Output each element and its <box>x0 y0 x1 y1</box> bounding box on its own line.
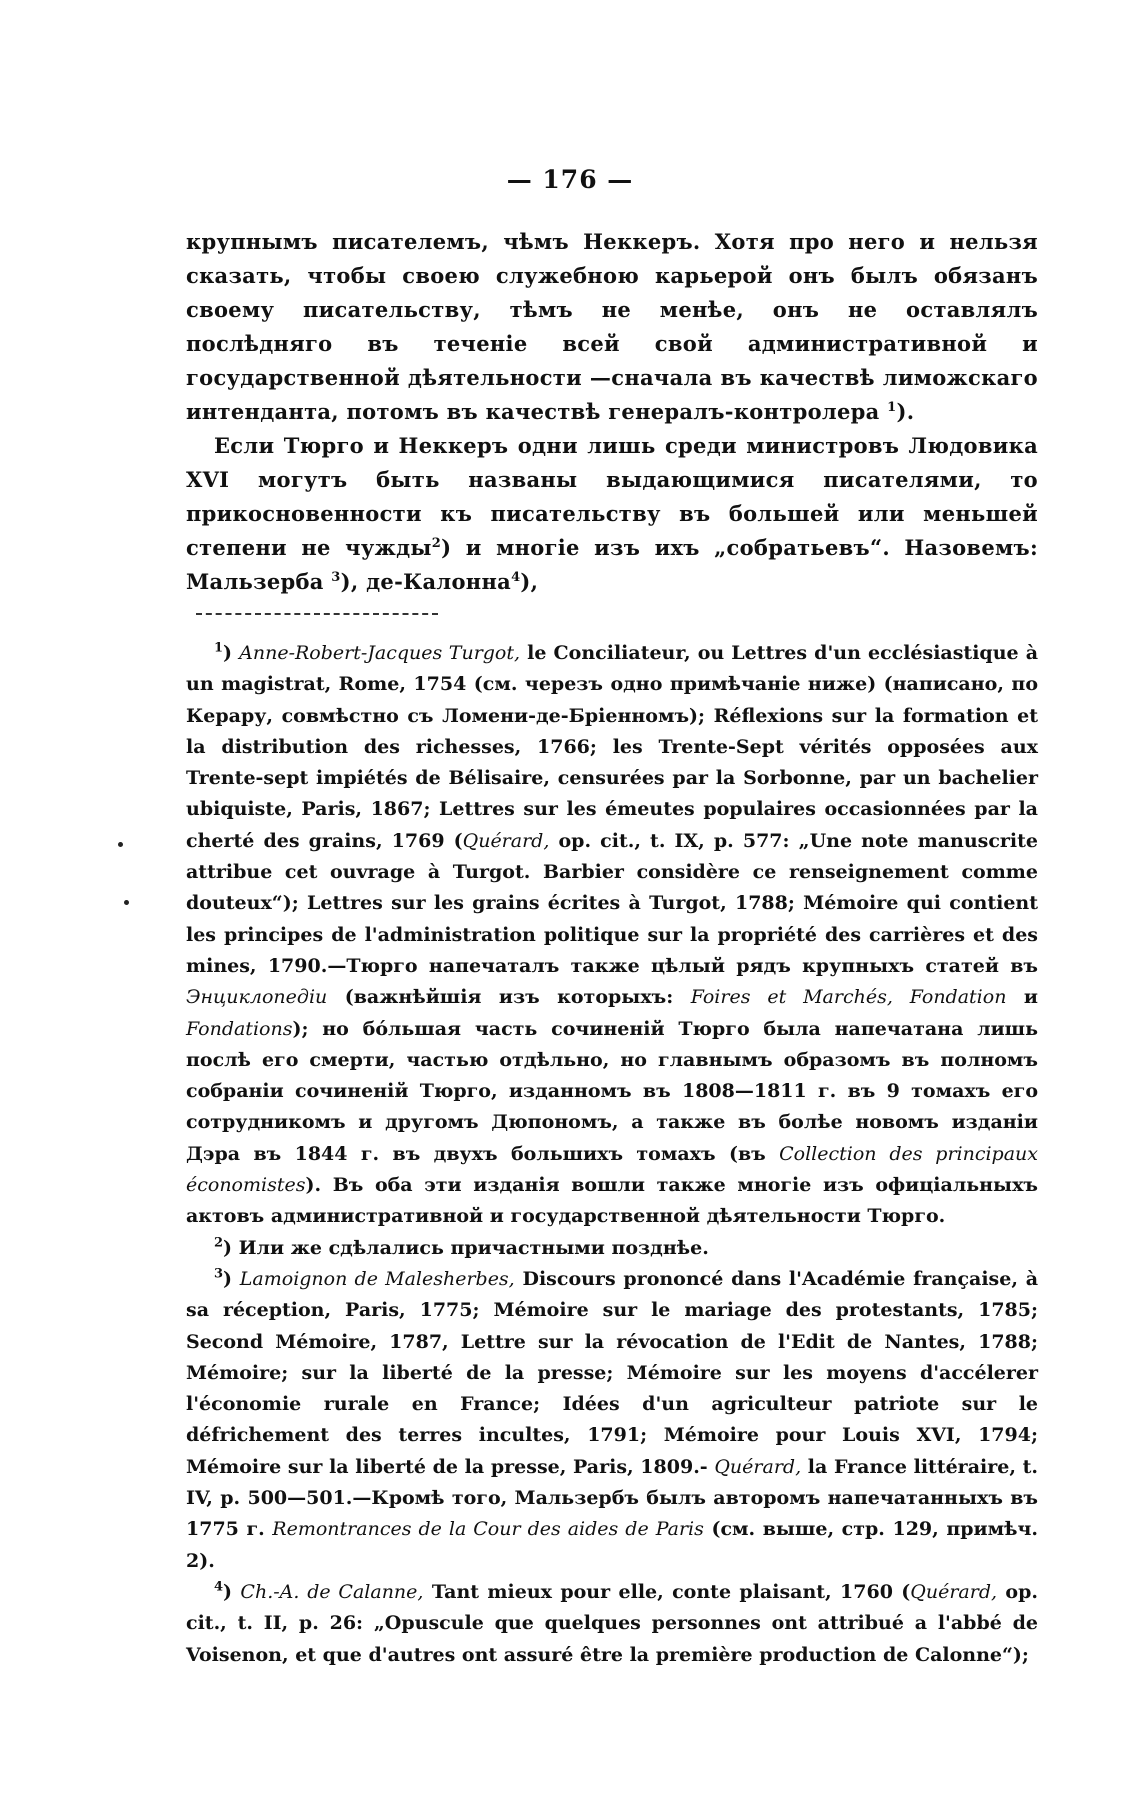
italic-text: Collection des principaux économistes <box>186 1142 1039 1197</box>
stray-mark <box>124 900 129 905</box>
text-run: le Conciliateur, ou Lettres d'un ecclésiastique à un magistrat, Rome, 1754 (см. черезъ одно примѣчаніе ниже) (написано, по Кераpу, совмѣстно съ Ломени-де-Бріенномъ); Réflexions sur la formation et la distribution des richesses, 1766; les Trente-Sept vérités opposées aux Trente-sept impiétés de Bélisaire, censurées par la Sorbonne, par un bachelier ubiquiste, Paris, 1867; Lettres sur les émeutes populaires occasionnées par la cherté des grains, 1769 ( <box>186 642 1039 852</box>
italic-text: Энциклопедіи <box>186 986 328 1009</box>
italic-text: Anne-Robert-Jacques Turgot, <box>239 642 521 664</box>
italic-text: Remontrances de la Cour des aides de Paris <box>272 1518 704 1541</box>
footnote-marker: 1 <box>214 640 224 656</box>
footnote-marker: 3 <box>331 570 341 585</box>
text-run: ) <box>223 1267 240 1290</box>
text-run: la France littéraire, t. IV, p. 500—501.—Кромѣ того, Мальзербъ былъ авторомъ напечатанныхъ въ 1775 г. <box>186 1455 1038 1541</box>
body-paragraph <box>186 225 1038 429</box>
text-run: ). Въ оба эти изданія вошли также многіе изъ офиціальныхъ актовъ административной и государственной дѣятельности Тюрго. <box>186 1174 1038 1228</box>
main-text-body <box>186 225 1038 599</box>
text-run: op. cit., t. II, p. 26: „Opuscule que quelques personnes ont attribué a l'abbé de Voisenon, et que d'autres ont assuré être la première production de Calonne“); <box>186 1580 1038 1666</box>
page-number: — 176 — <box>506 165 634 194</box>
text-run: ) Или же сдѣлались причастными позднѣе. <box>223 1236 709 1259</box>
italic-text: Foires et Marchés, Fondation <box>690 986 1007 1009</box>
italic-text: Quérard, <box>910 1580 998 1603</box>
text-run: ); но бóльшая часть сочиненій Тюрго была напечатана лишь послѣ его смерти, частью отдѣльно, но главнымъ образомъ въ полномъ собраніи сочиненій Тюрго, изданномъ въ 1808—1811 г. въ 9 томахъ его сотрудникомъ и другомъ Дюпономъ, а также въ болѣе новомъ изданіи Дэра въ 1844 г. въ двухъ большихъ томахъ (въ <box>186 1017 1038 1165</box>
footnote-separator-rule <box>196 613 438 615</box>
italic-text: Lamoignon de Malesherbes, <box>239 1267 515 1290</box>
footnote <box>186 1264 1038 1577</box>
italic-text: Quérard, <box>462 829 550 852</box>
text-run: (см. выше, стр. 129, примѣч. 2). <box>186 1518 1038 1572</box>
text-run: ). <box>896 399 915 424</box>
stray-mark <box>118 842 123 847</box>
text-run: и <box>1006 986 1038 1009</box>
text-run: ), де-Калонна <box>340 569 512 594</box>
text-run: (важнѣйшія изъ которыхъ: <box>327 986 691 1009</box>
text-run: крупнымъ писателемъ, чѣмъ Неккеръ. Хотя про него и нельзя сказать, чтобы своею служебною карьерой онъ былъ обязанъ своему писательству, тѣмъ не менѣе, онъ не оставлялъ послѣдняго въ теченіе всей свой административной и государственной дѣятельности —сначала въ качествѣ лиможскаго интенданта, потомъ въ качествѣ генералъ-контролера <box>186 229 1038 424</box>
footnote <box>186 638 1038 1233</box>
text-run: ) и многіе изъ ихъ „собратьевъ“. Назовемъ: Мальзерба <box>186 535 1038 594</box>
footnote <box>186 1577 1038 1671</box>
footnote-marker: 1 <box>887 400 897 415</box>
footnotes-section <box>186 638 1038 1671</box>
footnote-marker: 2 <box>431 536 442 551</box>
italic-text: Ch.-A. de Calanne, <box>240 1580 424 1603</box>
footnote-marker: 2 <box>214 1235 224 1251</box>
text-run: op. cit., t. IX, p. 577: „Une note manuscrite attribue cet ouvrage à Turgot. Barbier considère ce renseignement comme douteux“); Lettres sur les grains écrites à Turgot, 1788; Mémoire qui contient les principes de l'administration politique sur la propriété des carrières et des mines, 1790.—Тюрго напечаталъ также цѣлый рядъ крупныхъ статей въ <box>186 829 1038 977</box>
body-paragraph <box>186 429 1038 599</box>
footnote-marker: 4 <box>511 570 521 585</box>
text-run: ), <box>520 569 539 594</box>
italic-text: Fondations <box>186 1017 293 1040</box>
text-run: ) <box>223 642 240 664</box>
text-run: Discours prononcé dans l'Académie française, à sa réception, Paris, 1775; Mémoire sur le mariage des protestants, 1785; Second Mémoire, 1787, Lettre sur la révocation de l'Edit de Nantes, 1788; Mémoire; sur la liberté de la presse; Mémoire sur les moyens d'accélerer l'économie rurale en France; Idées d'un agriculteur patriote sur le défrichement des terres incultes, 1791; Mémoire pour Louis XVI, 1794; Mémoire sur la liberté de la presse, Paris, 1809.- <box>186 1267 1039 1478</box>
italic-text: Quérard, <box>714 1455 802 1478</box>
text-run: Tant mieux pour elle, conte plaisant, 1760 ( <box>423 1580 911 1603</box>
text-run: ) <box>223 1580 241 1603</box>
footnote-marker: 3 <box>214 1266 224 1282</box>
footnote-marker: 4 <box>214 1579 224 1595</box>
text-run: Если Тюрго и Неккеръ одни лишь среди министровъ Людовика XVI могутъ быть названы выдающимися писателями, то прикосновенности къ писательству въ большей или меньшей степени не чужды <box>186 433 1038 560</box>
footnote <box>186 1233 1038 1264</box>
